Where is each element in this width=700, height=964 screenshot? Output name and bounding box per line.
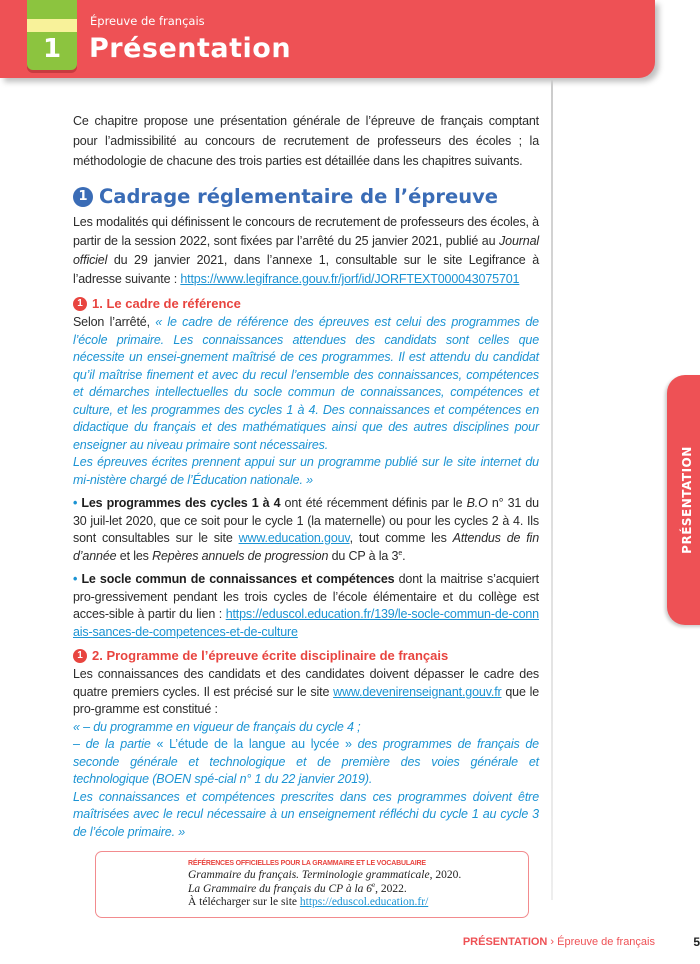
section-title: Cadrage réglementaire de l’épreuve — [99, 185, 499, 208]
references-box — [95, 851, 529, 918]
chapter-number: 1 — [42, 34, 62, 64]
section-number-badge: 1 — [73, 187, 93, 207]
ref-title-1: Grammaire du français. Terminologie grammaticale — [188, 869, 430, 881]
text-run: du 29 janvier 2021, dans l’annexe 1, consultable sur le site Legifrance à l’adresse — [73, 253, 539, 286]
text-run: Les connaissances et compétences prescrites dans ces programmes doivent être maîtrisées — [73, 789, 539, 821]
text-run: nistère chargé de l’Éducation nationale. » — [89, 472, 313, 487]
text-run: à 4. Des connaissances et compétences en didactique du français et des mathématiques — [73, 402, 540, 434]
text-line — [125, 272, 519, 286]
text-line — [73, 234, 539, 248]
text-run: • — [73, 496, 82, 510]
chapter-title: Présentation — [89, 33, 292, 64]
chapter-subtitle: Épreuve de français — [90, 14, 205, 28]
regulation-paragraph — [73, 213, 539, 289]
text-run: suivante : — [125, 272, 181, 286]
text-run: , tout comme les — [349, 531, 453, 545]
text-line — [73, 720, 361, 734]
text-run: e — [398, 549, 403, 557]
text-line — [73, 807, 539, 839]
subsection-heading — [73, 647, 539, 664]
text-run: Les épreuves écrites prennent appui sur un programme publié sur le site internet du mi- — [73, 455, 539, 487]
ref-year-2: , 2022. — [375, 882, 407, 895]
text-line — [90, 473, 313, 487]
text-run: primaire. Les connaissances attendues des candidats sont celles que nécessite un ensei- — [73, 332, 539, 364]
text-run: gnement maîtrisé de ces programmes. Il est attendu du candidat qu’il maîtrise finement et — [73, 350, 539, 382]
eduscol-link[interactable]: https://eduscol.education.fr/ — [299, 896, 429, 908]
text-run: générale et technologique et de première des voies générale et technologique (BOEN spé- — [73, 754, 539, 786]
subsection-title: 2. Programme de l’épreuve écrite disciplinaire de français — [92, 648, 449, 663]
text-run: socle commun de connaissances, compétences et culture, et les programmes des cycles 1 — [73, 385, 539, 417]
hyperlink[interactable]: www.education.gouv — [238, 531, 350, 545]
text-run: dont la maitrise s’acquiert pro- — [73, 572, 539, 604]
text-run: avec le recul nécessaire à un enseignement réfléchi du cycle 1 au cycle 3 de l’école primaire. » — [73, 807, 539, 839]
text-run: avec du recul l’ensemble des connaissances, compétences et démarches intellectuelles du — [73, 367, 539, 399]
text-run: Repères annuels de progression — [152, 548, 329, 563]
text-run: du CP à la 3 — [328, 548, 399, 563]
chapter-number-tab — [27, 0, 77, 70]
page-content — [73, 0, 700, 964]
subsection-title: 1. Le cadre de référence — [92, 296, 241, 311]
ref-sup: e — [372, 880, 376, 889]
text-line — [150, 154, 523, 168]
text-run: ont été récemment définis par le — [280, 496, 467, 510]
bullet-socle — [73, 571, 539, 641]
hyperlink[interactable]: https://www.legifrance.gouv.fr/jorf/id/JORFTEXT000043075701 — [180, 272, 520, 286]
text-run: Attendus de fin d’année — [73, 531, 539, 563]
text-run: Les connaissances des candidats et des candidates doivent dépasser le cadre des quatre — [73, 667, 539, 699]
text-line — [95, 702, 218, 716]
footer-row — [73, 934, 700, 964]
text-run: cial n° 1 du 22 janvier 2019). — [218, 772, 373, 786]
text-run: partir de la session 2022, sont fixées par l’arrêté du 25 janvier 2021, publié au — [73, 234, 500, 248]
hyperlink[interactable]: www.devenirenseignant.gouv.fr — [333, 684, 502, 699]
quote-paragraph — [73, 314, 539, 489]
bullet-programmes — [73, 495, 539, 565]
running-footer — [463, 934, 655, 950]
text-line — [73, 215, 539, 229]
footer-section: PRÉSENTATION — [462, 935, 548, 948]
text-run: gressivement pendant les trois cycles de l’école élémentaire et du collège est acces- — [73, 589, 539, 621]
text-line — [133, 549, 405, 563]
program-quote — [73, 719, 539, 842]
text-run: n° 31 du 30 juil- — [73, 496, 539, 528]
ref-title-2: La Grammaire du français du CP à la 6 — [188, 882, 373, 895]
text-run: « L’étude de la langue au lycée » — [156, 737, 352, 751]
hyperlink[interactable]: https://eduscol.education.fr/139/le-socle-commun-de-connais- — [73, 607, 539, 639]
text-run: Les programmes des cycles 1 à 4 — [81, 496, 281, 510]
text-run: Les modalités qui définissent le concours de recrutement de professeurs des écoles, à — [73, 215, 539, 229]
text-run: les — [133, 548, 153, 563]
text-run: premiers cycles. Il est précisé sur le site — [111, 684, 334, 699]
text-run: Selon l’arrêté, — [73, 315, 156, 329]
text-run: Journal — [499, 234, 539, 248]
text-run: « le cadre de référence des épreuves est celui des programmes de l’école — [73, 315, 539, 347]
text-run: – de la partie — [73, 737, 157, 751]
text-run: let 2020, que ce soit pour le cycle 1 (la maternelle) ou pour les cycles 2 à 4. Ils sont — [73, 513, 540, 545]
tab-stripe — [27, 19, 77, 32]
footer-chapter: Épreuve de français — [557, 935, 655, 948]
text-run: . — [402, 548, 406, 563]
page-edge-divider — [551, 80, 553, 900]
text-line — [218, 772, 372, 786]
subsection-badge: 1 — [73, 649, 87, 663]
text-run: • — [73, 572, 82, 586]
program-paragraph — [73, 666, 539, 719]
side-tab-label: PRÉSENTATION — [680, 446, 694, 554]
side-thumb-tab[interactable] — [667, 375, 700, 625]
text-run: des programmes de français de seconde — [73, 737, 539, 769]
hyperlink[interactable]: sances-de-competences-et-de-culture — [92, 624, 298, 639]
text-line — [93, 625, 298, 639]
text-run: « – du programme en vigueur de français du cycle 4 ; — [73, 719, 361, 734]
page-number: 5 — [693, 934, 700, 949]
text-run: consultables sur le site — [101, 531, 239, 545]
text-run: B.O — [466, 496, 488, 510]
text-run: Le socle commun de connaissances et compétences — [81, 572, 395, 586]
footer-separator: › — [547, 935, 558, 948]
references-title: RÉFÉRENCES OFFICIELLES POUR LA GRAMMAIRE ET LE VOCABULAIRE — [188, 860, 426, 867]
subsection-badge: 1 — [73, 297, 87, 311]
text-run: Ce chapitre propose une présentation générale de l’épreuve de français comptant pour — [73, 114, 539, 148]
ref-download-text: À télécharger sur le site — [188, 896, 300, 908]
text-run: officiel — [73, 253, 108, 267]
text-run: de chacune des trois parties est détaillée dans les chapitres suivants. — [149, 154, 523, 168]
intro-paragraph — [73, 111, 539, 171]
text-run: l’admissibilité au concours de recrutement de professeurs des écoles ; la méthodologie — [73, 134, 539, 168]
subsection-heading — [73, 295, 539, 312]
text-run: et — [116, 548, 130, 563]
ref-year-1: , 2020. — [429, 869, 462, 881]
section-heading — [73, 185, 539, 209]
text-run: que le pro- — [73, 684, 539, 716]
text-run: sible à partir du lien : — [108, 607, 226, 621]
text-run: gramme est constitué : — [94, 702, 218, 716]
text-run: ainsi que des autres disciplines pour enseigner au niveau primaire sont nécessaires. — [73, 420, 539, 452]
